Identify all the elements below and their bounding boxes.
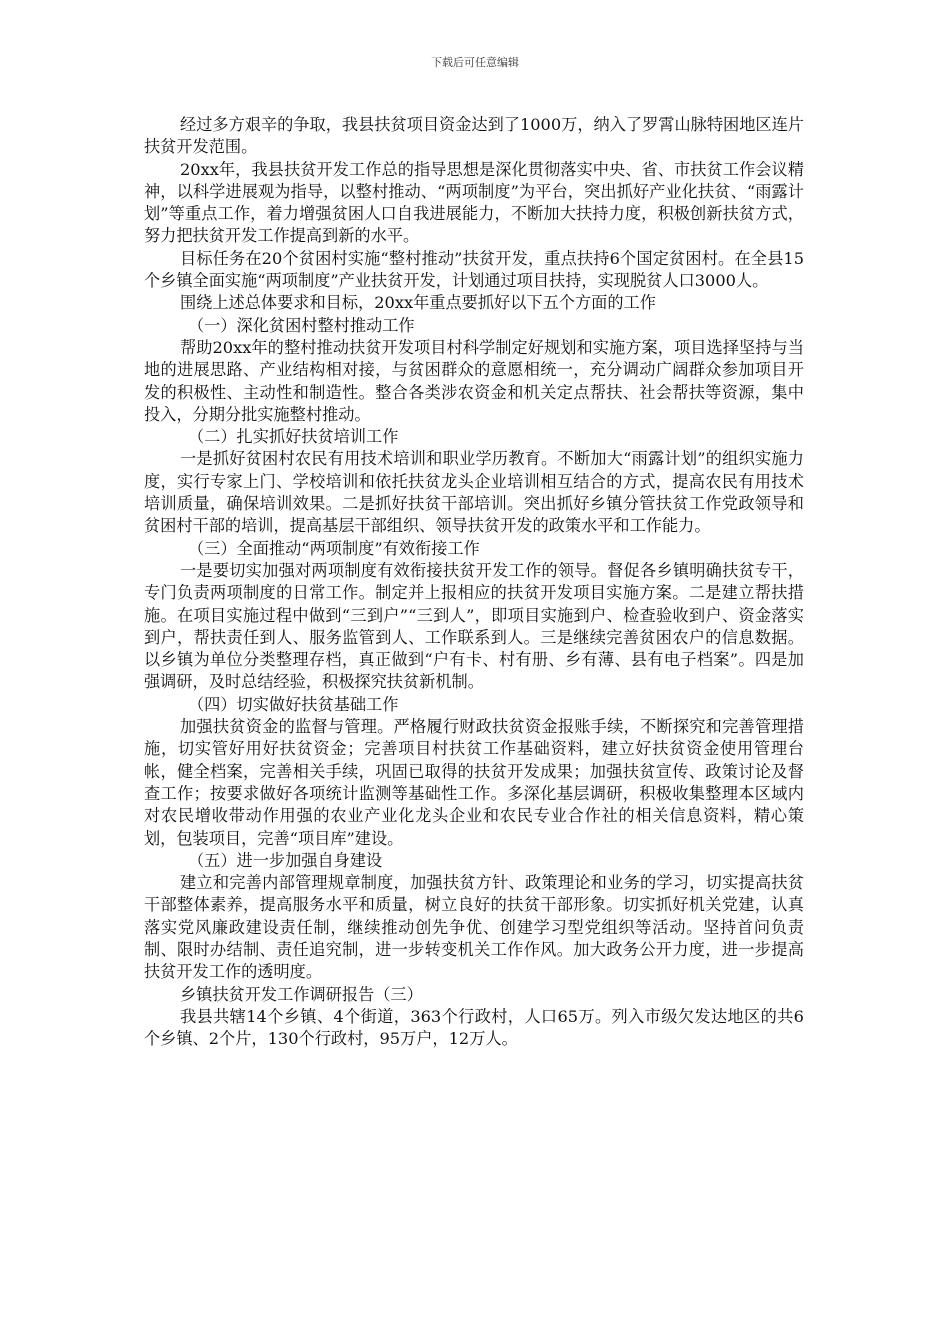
paragraph: 一是抓好贫困村农民有用技术培训和职业学历教育。不断加大“雨露计划”的组织实施力度，实行专家上门、学校培训和依托扶贫龙头企业培训相互结合的方式，提高农民有用技术培训质量，确保培训效果。二是抓好扶贫干部培训。突出抓好乡镇分管扶贫工作党政领导和贫困村干部的培训，提高基层干部组织、领导扶贫开发的政策水平和工作能力。: [144, 449, 804, 536]
page-header-note: 下载后可任意编辑: [431, 56, 519, 69]
section-heading: （三）全面推动“两项制度”有效衔接工作: [188, 538, 480, 558]
section-heading: （二）扎实抓好扶贫培训工作: [188, 427, 399, 447]
section-heading: （五）进一步加强自身建设: [188, 850, 383, 870]
paragraph: 经过多方艰辛的争取，我县扶贫项目资金达到了1000万，纳入了罗霄山脉特困地区连片扶贫开发范围。: [144, 115, 804, 157]
paragraph: 一是要切实加强对两项制度有效衔接扶贫开发工作的领导。督促各乡镇明确扶贫专干，专门负责两项制度的日常工作。制定并上报相应的扶贫开发项目实施方案。二是建立帮扶措施。在项目实施过程中做到“三到户”“三到人”，即项目实施到户、检查验收到户、资金落实到户，帮扶责任到人、服务监管到人、工作联系到人。三是继续完善贫困农户的信息数据。以乡镇为单位分类整理存档，真正做到“户有卡、村有册、乡有薄、县有电子档案”。四是加强调研，及时总结经验，积极探究扶贫新机制。: [144, 560, 804, 692]
paragraph: 我县共辖14个乡镇、4个街道，363个行政村，人口65万。列入市级欠发达地区的共6个乡镇、2个片，130个行政村，95万户，12万人。: [144, 1006, 804, 1049]
paragraph: 帮助20xx年的整村推动扶贫开发项目村科学制定好规划和实施方案，项目选择坚持与当地的进展思路、产业结构相对接，与贫困群众的意愿相统一，充分调动广阔群众参加项目开发的积极性、主动性和制造性。整合各类涉农资金和机关定点帮扶、社会帮扶等资源，集中投入，分期分批实施整村推动。: [144, 337, 804, 424]
document-body: [144, 114, 804, 1050]
paragraph: 加强扶贫资金的监督与管理。严格履行财政扶贫资金报账手续，不断探究和完善管理措施，切实管好用好扶贫资金；完善项目村扶贫工作基础资料，建立好扶贫资金使用管理台帐，健全档案，完善相关手续，巩固已取得的扶贫开发成果；加强扶贫宣传、政策讨论及督查工作；按要求做好各项统计监测等基础性工作。多深化基层调研，积极收集整理本区域内对农民增收带动作用强的农业产业化龙头企业和农民专业合作社的相关信息资料，精心策划，包装项目，完善“项目库”建设。: [144, 717, 804, 848]
paragraph: 建立和完善内部管理规章制度，加强扶贫方针、政策理论和业务的学习，切实提高扶贫干部整体素养，提高服务水平和质量，树立良好的扶贫干部形象。切实抓好机关党建，认真落实党风廉政建设责任制，继续推动创先争优、创建学习型党组织等活动。坚持首问负责制、限时办结制、责任追究制，进一步转变机关工作作风。加大政务公开力度，进一步提高扶贫开发工作的透明度。: [144, 873, 804, 982]
paragraph: 20xx年，我县扶贫开发工作总的指导思想是深化贯彻落实中央、省、市扶贫工作会议精神，以科学进展观为指导，以整村推动、“两项制度”为平台，突出抓好产业化扶贫、“雨露计划”等重点工作，着力增强贫困人口自我进展能力，不断加大扶持力度，积极创新扶贫方式，努力把扶贫开发工作提高到新的水平。: [144, 159, 804, 246]
report-title: 乡镇扶贫开发工作调研报告（三）: [180, 984, 423, 1004]
section-heading: （一）深化贫困村整村推动工作: [188, 315, 415, 335]
paragraph: 围绕上述总体要求和目标，20xx年重点要抓好以下五个方面的工作: [180, 293, 656, 313]
paragraph: 目标任务在20个贫困村实施“整村推动”扶贫开发，重点扶持6个国定贫困村。在全县15个乡镇全面实施“两项制度”产业扶贫开发，计划通过项目扶持，实现脱贫人口3000人。: [144, 248, 804, 291]
section-heading: （四）切实做好扶贫基础工作: [188, 694, 399, 714]
